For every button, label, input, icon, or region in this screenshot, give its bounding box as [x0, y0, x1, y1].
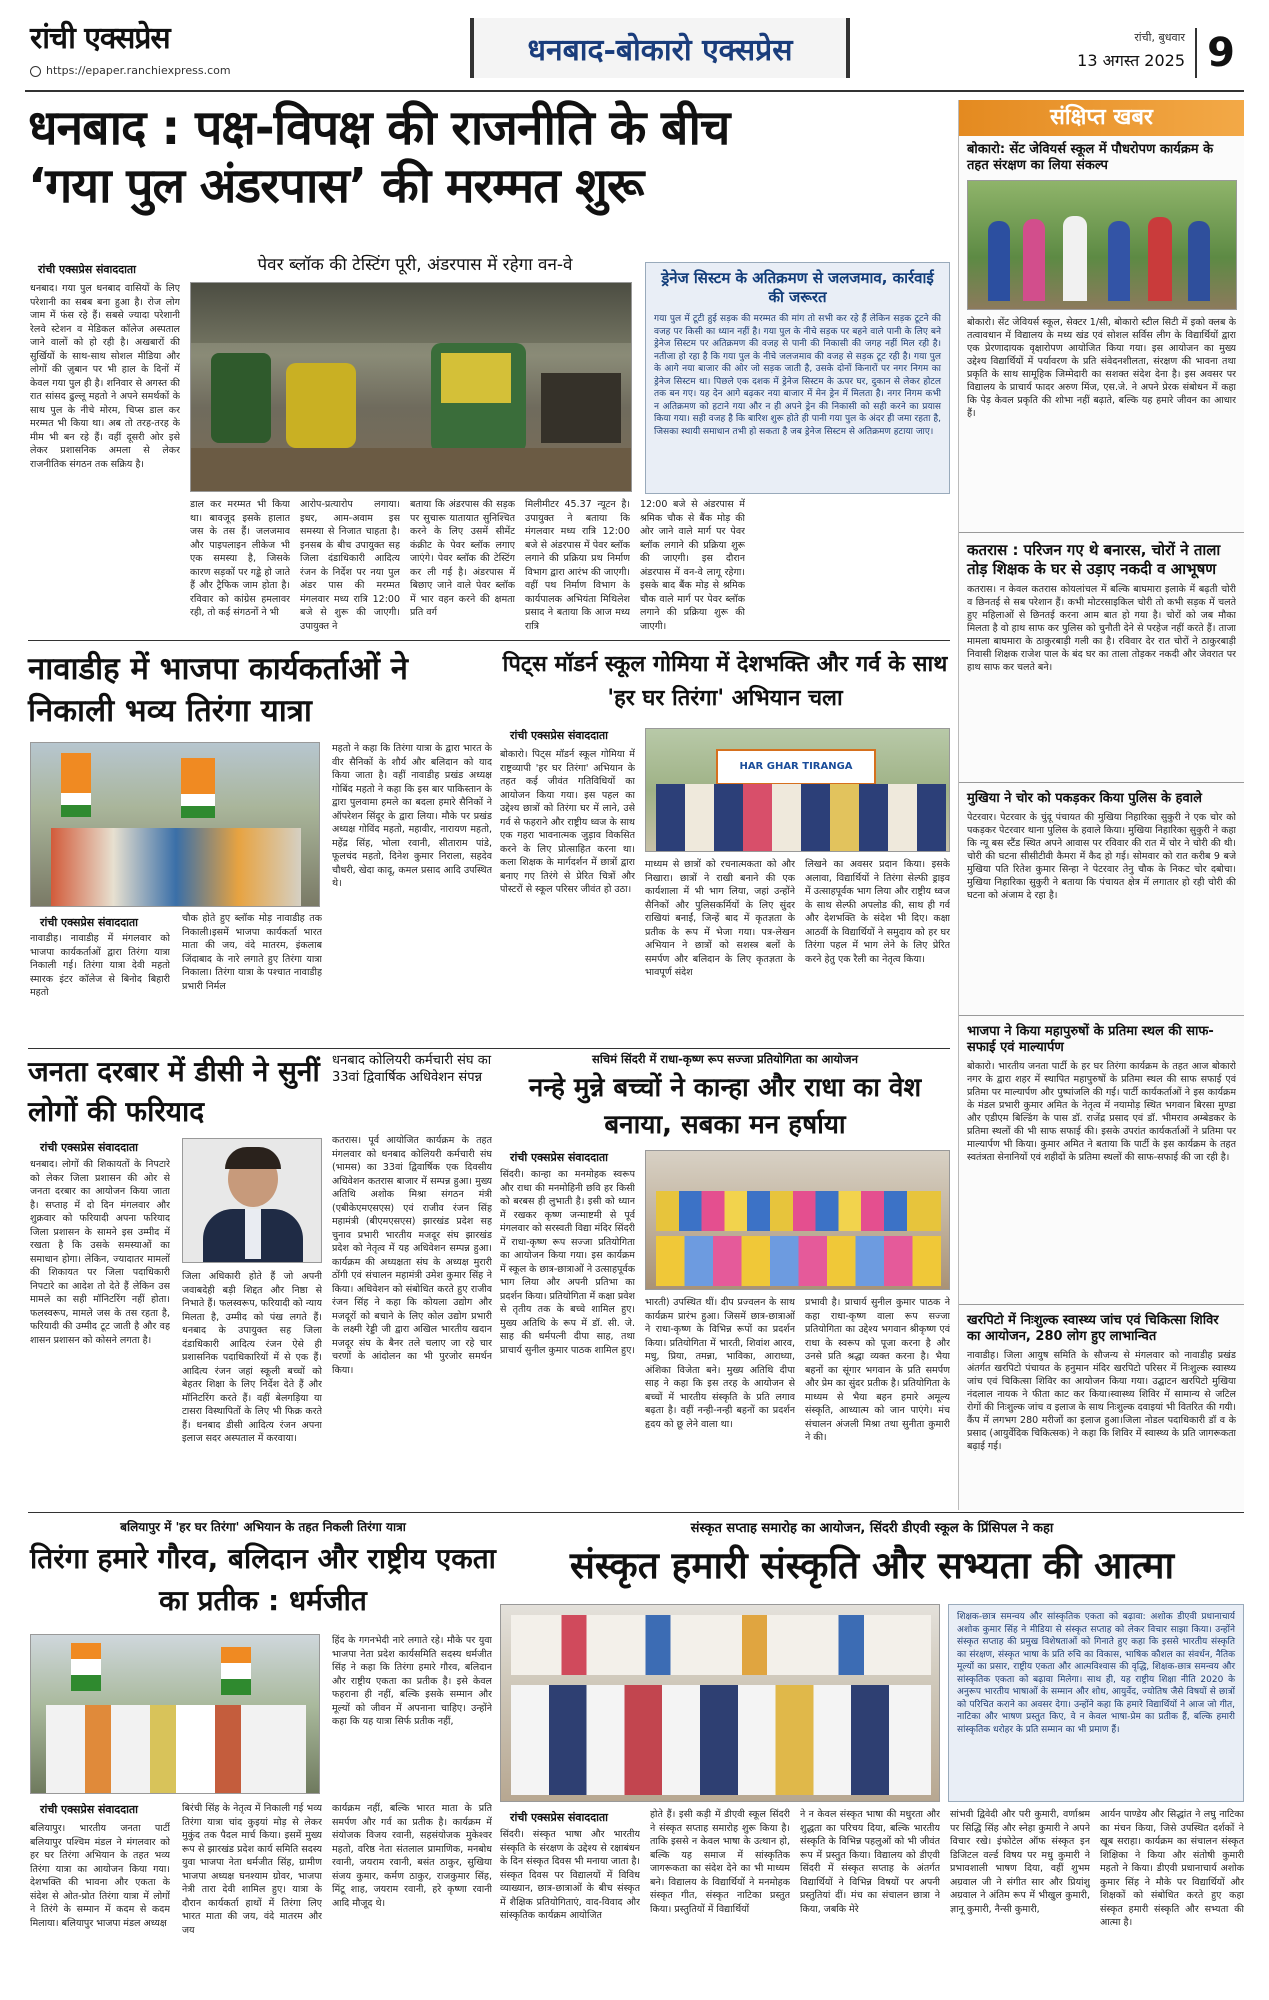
pitts-byline: रांची एक्सप्रेस संवाददाता	[510, 729, 609, 742]
lead-byline: रांची एक्सप्रेस संवाददाता	[38, 263, 137, 276]
sindri-kicker: सचिमं सिंदरी में राधा-कृष्ण रूप सज्जा प्रतियोगिता का आयोजन	[592, 1052, 858, 1066]
drainage-box-title: ड्रेनेज सिस्टम के अतिक्रमण से जलजमाव, कार्रवाई की जरूरत	[661, 269, 934, 306]
brief-item-1	[959, 136, 1244, 526]
sindri-byline: रांची एक्सप्रेस संवाददाता	[510, 1151, 609, 1164]
lead-column-1: धनबाद। गया पुल धनबाद वासियों के लिए परेशानी का सबब बना हुआ है। रोज लोग जाम में फंस रहे हैं। सबसे ज्यादा परेशानी रेलवे स्टेशन व मेडिकल कॉलेज अस्पताल जाने वालों को हो रही है। अखबारों की सुर्खियों के साथ-साथ सोशल मीडिया और लोगों की ज़ुबान पर भी हाल के दिनों में केवल गया पुल ही है। शनिवार से अगस्त की रात सांसद ढुल्लू महतो ने अपने समर्थकों के साथ पुल के नीचे मोरम, चिप्स डाल कर मरम्मत भी किया था। अब तो तरह-तरह के मीम भी बन रहे हैं। वहीं दूसरी ओर इसे लेकर प्रशासनिक अमला से लेकर राजनीतिक संगठन तक सक्रिय है।	[30, 283, 180, 470]
lead-subhead: पेवर ब्लॉक की टेस्टिंग पूरी, अंडरपास में रहेगा वन-वे	[257, 255, 573, 275]
drainage-box	[645, 262, 950, 494]
sanskrit-column-5: आर्यन पाण्डेय और सिद्धांत ने लघु नाटिका का मंचन किया, जिसे उपस्थित दर्शकों ने खूब सराहा। कार्यक्रम का संचालन संस्कृत शिक्षिका ने किया और संतोषी कुमारी महतो ने किया। डीएवी प्रधानाचार्य अशोक कुमार सिंह ने मौके पर विद्यार्थियों और शिक्षकों को संबोधित करते हुए कहा संस्कृत हमारी संस्कृति और सभ्यता की आत्मा है।	[1100, 1809, 1244, 1928]
janta-text-b: जिला अधिकारी होते हैं जो अपनी जवाबदेही बड़ी शिद्दत और निष्ठा से निभाते हैं। फलस्वरूप, फरियादी को न्याय मिलता है, उम्मीद को पंख लगते हैं। धनबाद के उपायुक्त सह जिला दंडाधिकारी आदित्य रंजन ऐसे ही प्रशासनिक पदाधिकारियों में से एक हैं। आदित्य रंजन जहां स्कूली बच्चों को बेहतर शिक्षा के लिए निर्देश देते हैं और मॉनिटरिंग करते हैं। वहीं बेलगड़िया या टासरा विस्थापितों के लिए भी फिक्र करते हैं। धनबाद डीसी आदित्य रंजन अपना इलाज सदर अस्पताल में करवाया।	[182, 1271, 322, 1444]
city-day: रांची, बुधवार	[1134, 31, 1185, 44]
sindri-column-2: भारती) उपस्थित थीं। दीप प्रज्वलन के साथ कार्यक्रम प्रारंभ हुआ। जिसमें छात्र-छात्राओं ने राधा-कृष्ण के विभिन्न रूपों का प्रदर्शन किया। प्रतियोगिता में भारती, शिवांश आरव, मधु, प्रिया, तमन्ना, भाविका, आराध्या, अंशिका विजेता बने। मुख्य अतिथि दीपा साह ने कहा कि इस तरह के आयोजन से बच्चों में भारतीय संस्कृति के प्रति लगाव बढ़ता है। वहीं नन्ही-नन्ही बहनों का प्रदर्शन हृदय को छू लेने वाला था।	[645, 1297, 795, 1430]
brief-5-headline: खरपिटो में निःशुल्क स्वास्थ्य जांच एवं चिकित्सा शिविर का आयोजन, 280 लोग हुए लाभान्वित	[967, 1313, 1219, 1344]
nawadih-byline: रांची एक्सप्रेस संवाददाता	[40, 916, 139, 929]
janta-text-a: धनबाद। लोगों की शिकायतों के निपटारे को लेकर जिला प्रशासन की ओर से जनता दरबार का आयोजन किया जाता है। सप्ताह में दो दिन मंगलवार और शुक्रवार को फरियादी अपना फरियाद जिला प्रशासन के सामने इस उम्मीद में रखता है कि उसके समस्याओं का समाधान होगा। लेकिन, ज्यादातर मामलों की शिकायत पर जिला पदाधिकारी निपटारे का आदेश तो देते हैं लेकिन उस मामले का सही मॉनिटरिंग नहीं होता। फलस्वरूप, मामले जस के तस रहता है, फरियादी की उम्मीद टूट जाती है और वह शासन प्रशासन को कोसने लगता है।	[30, 1159, 170, 1346]
page-number: 9	[1195, 28, 1245, 78]
divider-bottom	[28, 1512, 1244, 1513]
lead-column-6: 12:00 बजे से अंडरपास में श्रमिक चौक से बैंक मोड़ की ओर जाने वाले मार्ग पर पेवर ब्लॉक लगाने की प्रक्रिया शुरू की जाएगी। इस दौरान अंडरपास में वन-वे लागू रहेगा। इसके बाद बैंक मोड़ से श्रमिक चौक वाले मार्ग पर पेवर ब्लॉक लगाने की प्रक्रिया शुरू की जाएगी।	[640, 499, 745, 632]
lead-column-5: मिलीमीटर 45.37 न्यूटन है। उपायुक्त ने बताया कि मंगलवार मध्य रात्रि 12:00 बजे से अंडरपास में पेवर ब्लॉक लगाने की प्रक्रिया प्रथ निर्माण विभाग द्वारा आरंभ की जाएगी। वहीं पथ निर्माण विभाग के कार्यपालक अभियंता मिथिलेश प्रसाद ने बताया कि आज मध्य रात्रि	[525, 499, 630, 632]
brief-2-text: कतरास। न केवल कतरास कोयलांचल में बल्कि बाघमारा इलाके में बढ़ती चोरी व छिनतई से सब परेशान हैं। कभी मोटरसाइकिल चोरी तो कभी सड़क में चलते हुए महिलाओं से छिनतई करना आम बात हो गया है। चोरों को जब मौका मिलता है वो हाथ साफ कर पुलिस को चुनौती देने से परहेज नहीं करते हैं। ताजा मामला बाघमारा के ठाकुरबाड़ी गली का है। रविवार देर रात चोरों ने ठाकुरबाड़ी निवासी शिक्षक राजेश पाल के बंद घर का ताला तोड़कर नकदी और जेवरात पर हाथ साफ कर चलते बने।	[967, 584, 1236, 673]
pitts-banner-text: HAR GHAR TIRANGA	[739, 761, 853, 772]
brief-1-photo-plantation	[967, 180, 1237, 310]
globe-icon	[30, 66, 41, 77]
baliapur-column-4: कार्यक्रम नहीं, बल्कि भारत माता के प्रति समर्पण और गर्व का प्रतीक है। कार्यक्रम में संयोजक विजय रवानी, सहसंयोजक मुकेश्वर महतो, वरिष्ठ नेता संतलाल प्रामाणिक, मनबोध रवानी, जयराम रवानी, बसंत ठाकुर, सुखिया संजय कुमार, कर्मण ठाकुर, राजकुमार सिंह, मिंटू शाह, जयराम रवानी, हरे कृष्णा रवानी आदि मौजूद थे।	[332, 1803, 492, 1909]
lead-column-3: आरोप-प्रत्यारोप लगाया। इधर, आम-अवाम इस समस्या से निजात चाहता है। इनसब के बीच उपायुक्त सह जिला दंडाधिकारी आदित्य रंजन के निर्देश पर नया पुल अंडर पास की मरम्मत मंगलवार मध्य रात्रि 12:00 बजे से शुरू की जाएगी। उपायुक्त ने	[300, 499, 400, 632]
sanskrit-kicker: संस्कृत सप्ताह समारोह का आयोजन, सिंदरी डीएवी स्कूल के प्रिंसिपल ने कहा	[690, 1521, 1054, 1536]
nawadih-text-a: नावाडीह। नावाडीह में मंगलवार को भाजपा कार्यकर्ताओं द्वारा तिरंगा यात्रा निकाली गई। तिरंगा यात्रा देवी महतो स्मारक इंटर कॉलेज से बिनोद बिहारी महतो	[30, 933, 170, 998]
baliapur-byline: रांची एक्सप्रेस संवाददाता	[40, 1803, 139, 1816]
epaper-url[interactable]	[30, 64, 330, 80]
brief-5-text: नावाडीह। जिला आयुष समिति के सौजन्य से मंगलवार को नावाडीह प्रखंड अंतर्गत खरपिटो पंचायत के हनुमान मंदिर खरपिटो परिसर में निःशुल्क स्वास्थ्य जांच एवं चिकित्सा शिविर का आयोजन किया गया। उद्घाटन खरपिटो मुखिया नंदलाल नायक ने फीता काट कर किया।स्वास्थ्य शिविर में सामान्य से जटिल रोगों की निःशुल्क जांच व इलाज के साथ निःशुल्क दवाइयां भी वितरित की गयी। कैंप में लगभग 280 मरीजों का इलाज हुआ।जिला नोडल पदाधिकारी डॉ व के प्रसाद (आयुर्वेदिक चिकित्सक) ने कहा कि शिविर में स्वास्थ्य के प्रति जागरूकता बढ़ाई गई।	[967, 1350, 1236, 1452]
baliapur-headline: तिरंगा हमारे गौरव, बलिदान और राष्ट्रीय एकता का प्रतीक : धर्मजीत	[30, 1542, 496, 1617]
colliery-text: कतरास। पूर्व आयोजित कार्यक्रम के तहत मंगलवार को धनबाद कोलियरी कर्मचारी संघ (भामस) का 33वां द्विवार्षिक एक दिवसीय अधिवेशन कतरास बाजार में सम्पन्न हुआ। मुख्य अतिथि अशोक मिश्रा संगठन मंत्री (एबीकेएमएसएस) एवं राजीव रंजन सिंह महामंत्री (बीएमएसएस) झारखंड प्रदेश सह चुनाव प्रभारी भारतीय मजदूर संघ झारखंड प्रदेश को नेतृत्व में यह अधिवेशन सम्पन्न हुआ। कार्यक्रम की अध्यक्षता संघ के अध्यक्ष मुरारी ठोंगी एवं संचालन महामंत्री उमेश कुमार सिंह ने किया। अधिवेशन को संबोधित करते हुए राजीव रंजन सिंह ने कहा कि कोयला उद्योग और मजदूरों को बचाने के लिए कोल उद्योग प्रभारी के लक्ष्मी रेड्डी जी द्वारा अखिल भारतीय खदान मजदूर संघ के बैनर तले चलाए जा रहे चार चरणों के आंदोलन का भी पुरजोर समर्थन किया।	[332, 1135, 492, 1376]
sanskrit-column-2: होते हैं। इसी कड़ी में डीएवी स्कूल सिंदरी ने संस्कृत सप्ताह समारोह शुरू किया है। ताकि इससे न केवल भाषा के उत्थान हो, बल्कि यह समाज में सांस्कृतिक जागरूकता का संदेश देने का भी माध्यम बने। विद्यालय के विद्यार्थियों ने मनमोहक संस्कृत गीत, संस्कृत नाटिका प्रस्तुत किया। प्रस्तुतियों में विद्यार्थियों	[650, 1809, 790, 1915]
pitts-headline: पिट्स मॉडर्न स्कूल गोमिया में देशभक्ति और गर्व के साथ 'हर घर तिरंगा' अभियान चला	[502, 652, 948, 711]
brief-item-3	[959, 782, 1244, 1011]
sanskrit-column-1: सिंदरी। संस्कृत भाषा और भारतीय संस्कृति के संरक्षण के उद्देश्य से रक्षाबंधन के दिन संस्कृत दिवस भी मनाया जाता है। संस्कृत दिवस पर विद्यालयों में विविध व्याख्यान, छात्र-छात्राओं के बीच संस्कृत में शैक्षिक प्रतियोगिताएं, वाद-विवाद और सांस्कृतिक कार्यक्रम आयोजित	[500, 1829, 640, 1921]
janta-photo-dc	[182, 1138, 322, 1263]
pitts-photo-students	[645, 728, 950, 852]
sanskrit-photo-students	[500, 1604, 940, 1802]
brief-2-headline: कतरास : परिजन गए थे बनारस, चोरों ने ताला तोड़ शिक्षक के घर से उड़ाए नकदी व आभूषण	[967, 541, 1221, 578]
divider-lead	[28, 640, 950, 641]
sindri-photo-radha-krishna	[645, 1150, 950, 1290]
pitts-column-2: माध्यम से छात्रों को रचनात्मकता को और निखारा। छात्रों ने राखी बनाने की एक कार्यशाला में भी भाग लिया, जहां उन्होंने सैनिकों और पुलिसकर्मियों के लिए सुंदर राखियां बनाईं, जिन्हें बाद में कृतज्ञता के प्रतीक के रूप में भेजा गया। पत्र-लेखन अभियान ने छात्रों को सशस्त्र बलों के समर्पण और बलिदान के लिए कृतज्ञता के भावपूर्ण संदेश	[645, 859, 795, 978]
masthead-rule	[25, 90, 1244, 92]
baliapur-kicker: बलियापुर में 'हर घर तिरंगा' अभियान के तहत निकली तिरंगा यात्रा	[120, 1520, 406, 1534]
brief-1-headline: बोकारो: सेंट जेवियर्स स्कूल में पौधरोपण कार्यक्रम के तहत संरक्षण का लिया संकल्प	[967, 142, 1214, 173]
sidebar-news-brief	[958, 100, 1244, 1510]
baliapur-photo-rally	[30, 1634, 320, 1794]
pitts-column-3: लिखने का अवसर प्रदान किया। इसके अलावा, विद्यार्थियों ने तिरंगा सेल्फी ड्राइव में उत्साहपूर्वक भाग लिया और राष्ट्रीय ध्वज के साथ सेल्फी अपलोड की, साथ ही गर्व और देशभक्ति के संदेश भी दिए। कक्षा आठवीं के विद्यार्थियों ने समुदाय को हर घर तिरंगा पहल में भाग लेने के लिए प्रेरित करने हेतु एक रैली का नेतृत्व किया।	[805, 859, 950, 965]
baliapur-column-2: बिरंची सिंह के नेतृत्व में निकाली गई भव्य तिरंगा यात्रा चांद कुइयां मोड़ से लेकर मुकुंद तक पैदल मार्च किया। इसमें मुख्य रूप से झारखंड प्रदेश कार्य समिति सदस्य युवा भाजपा नेता धर्मजीत सिंह, ग्रामीण भाजपा अध्यक्ष घनश्याम ग्रोवर, भाजपा नेत्री तारा देवी शामिल हुए। यात्रा के दौरान कार्यकर्ता हाथों में तिरंगा लिए भारत माता की जय, वंदे मातरम और जय	[182, 1803, 322, 1936]
lead-column-7	[755, 498, 950, 633]
sidebar-title: संक्षिप्त खबर	[959, 100, 1244, 136]
nawadih-text-c: महतो ने कहा कि तिरंगा यात्रा के द्वारा भारत के वीर सैनिकों के शौर्य और बलिदान को याद किया जाता है। वहीं नावाडीह प्रखंड अध्यक्ष गोबिंद महतो ने कहा कि इस बार पाकिस्तान के द्वारा पुलवामा हमले का बदला हमारे सैनिकों ने ऑपरेशन सिंदूर के द्वारा लिया। मौके पर प्रखंड अध्यक्ष गोविंद महतो, महावीर, नारायण महतो, महेंद्र सिंह, भोला रवानी, सीताराम पांडे, फूलचंद महतो, दिनेश कुमार निराला, सहदेव चौधरी, खेदा कादू, कमल प्रसाद आदि उपस्थित थे।	[332, 743, 492, 889]
baliapur-column-1: बलियापुर। भारतीय जनता पार्टी बलियापुर पश्चिम मंडल ने मंगलवार को हर घर तिरंगा अभियान के तहत भव्य तिरंगा यात्रा का आयोजन किया गया। देशभक्ति की भावना और एकता के संदेश से ओत-प्रोत तिरंगा यात्रा में लोगों ने तिरंगे के सम्मान में कदम से कदम मिलाया। बलियापुर भाजपा मंडल अध्यक्ष	[30, 1823, 170, 1929]
brief-item-5	[959, 1304, 1244, 1544]
brief-4-text: बोकारो। भारतीय जनता पार्टी के हर घर तिरंगा कार्यक्रम के तहत आज बोकारो नगर के द्वारा शहर में स्थापित महापुरुषों के प्रतिमा स्थल की साफ सफाई एवं प्रतिमा पर माल्यार्पण और पुष्पांजलि की गई। पार्टी कार्यकर्ताओं ने इस कार्यक्रम के मंडल प्रभारी कुमार अमित के नेतृत्व में नयामोड़ स्थित भगवान बिरसा मुण्डा और एडीएम बिल्डिंग के पास डॉ. राजेंद्र प्रसाद एवं डॉ. भीमराव अम्बेडकर के प्रतिमा स्थलों की भी साफ सफाई की। इसके उपरांत कार्यकर्ताओं ने प्रतिमा पर माल्यार्पण भी किया। कुमार अमित ने बताया कि पार्टी के इस कार्यक्रम के तहत स्वतंत्रता सेनानियों एवं शहीदों के प्रतिमा स्थलों की साफ-सफाई की जा रही है।	[967, 1061, 1236, 1163]
sindri-column-1: सिंदरी। कान्हा का मनमोहक स्वरूप और राधा की मनमोहिनी छवि हर किसी को बरबस ही लुभाती है। इसी को ध्यान में रखकर कृष्ण जन्माष्टमी से पूर्व मंगलवार को सरस्वती विद्या मंदिर सिंदरी में राधा-कृष्ण रूप सज्जा प्रतियोगिता का आयोजन किया गया। इस कार्यक्रम में स्कूल के छात्र-छात्राओं ने उत्साहपूर्वक भाग लिया और अपनी प्रतिभा का प्रदर्शन किया। प्रतियोगिता में कक्षा प्रवेश से तृतीय तक के बच्चे शामिल हुए। मुख्य अतिथि के रूप में डॉ. सी. जे. साह की धर्मपत्नी दीपा साह, तथा प्राचार्य सुनील कुमार पाठक शामिल हुए।	[500, 1169, 635, 1356]
lead-column-4: बताया कि अंडरपास की सड़क पर सुचारू यातायात सुनिश्चित करने के लिए उसमें सीमेंट कंक्रीट के पेवर ब्लॉक लगाए जाएंगे। पेवर ब्लॉक की टेस्टिंग कर ली गई है। अंडरपास में बिछाए जाने वाले पेवर ब्लॉक में भार वहन करने की क्षमता प्रति वर्ग	[410, 499, 515, 618]
lead-headline-line1: धनबाद : पक्ष-विपक्ष की राजनीति के बीच	[28, 100, 730, 156]
brief-4-headline: भाजपा ने किया महापुरुषों के प्रतिमा स्थल की साफ-सफाई एवं माल्यार्पण	[967, 1024, 1214, 1055]
brief-item-4	[959, 1015, 1244, 1300]
edition-title: धनबाद-बोकारो एक्सप्रेस	[527, 32, 793, 68]
brief-1-text: बोकारो। सेंट जेवियर्स स्कूल, सेक्टर 1/सी, बोकारो स्टील सिटी में इको क्लब के तत्वावधान में विद्यालय के मध्य खंड एवं सोशल सर्विस लीग के विद्यार्थियों द्वारा एक प्रेरणादायक वृक्षारोपण आयोजित किया गया। इस आयोजन का मुख्य उद्देश्य विद्यार्थियों में पर्यावरण के प्रति संवेदनशीलता, संरक्षण की भावना तथा प्रकृति के साथ सामूहिक जिम्मेदारी का सशक्त संदेश देना है। इस अवसर पर विद्यालय के प्राचार्य फादर अरुण मिंज, एस.जे. ने अपने प्रेरक संबोधन में कहा कि पेड़ केवल प्रकृति की शोभा नहीं बढ़ाते, बल्कि यह हमारे जीवन का आधार हैं।	[967, 317, 1236, 419]
sanskrit-byline: रांची एक्सप्रेस संवाददाता	[510, 1811, 609, 1824]
url-text: https://epaper.ranchiexpress.com	[46, 64, 231, 77]
masthead	[0, 0, 1269, 86]
brief-3-text: पेटरवार। पेटरवार के चुंदू पंचायत की मुखिया निहारिका सुकुरी ने एक चोर को पकड़कर पेटरवार थाना पुलिस के हवाले किया। मुखिया निहारिका सुकुरी ने कहा कि न्यू बस स्टैंड स्थित अपने आवास पर रविवार की रात में चोर ने चोरी की थी। चोरी की घटना सीसीटीवी कैमरा में कैद हो गई। सोमवार को रात करीब 9 बजे मुखिया पति रितेश कुमार सिन्हा ने पेटरवार तेनु चौक के निकट चोर दबोचा। मुखिया निहारिका सुकुरी ने बताया कि पंचायत क्षेत्र में लगातार हो रही चोरी की घटना को अंजाम दे रहा है।	[967, 812, 1236, 901]
brief-3-headline: मुखिया ने चोर को पकड़कर किया पुलिस के हवाले	[967, 791, 1202, 806]
janta-byline: रांची एक्सप्रेस संवाददाता	[40, 1141, 139, 1154]
janta-headline: जनता दरबार में डीसी ने सुनीं लोगों की फरियाद	[28, 1055, 320, 1128]
lead-photo-underpass	[190, 282, 632, 492]
lead-headline	[28, 102, 958, 242]
nawadih-photo-rally	[30, 742, 320, 907]
issue-date: 13 अगस्त 2025	[1077, 51, 1185, 70]
lead-headline-line2: ‘गया पुल अंडरपास’ की मरम्मत शुरू	[28, 157, 644, 214]
sindri-headline: नन्हे मुन्ने बच्चों ने कान्हा और राधा का वेश बनाया, सबका मन हर्षाया	[528, 1073, 922, 1140]
pitts-banner	[716, 749, 876, 785]
colliery-headline: धनबाद कोलियरी कर्मचारी संघ का 33वां द्विवार्षिक अधिवेशन संपन्न	[332, 1053, 492, 1085]
edition-banner	[470, 18, 850, 78]
sanskrit-column-4: सांभवी द्विवेदी और परी कुमारी, वर्णाश्रम पर सिद्धि सिंह और स्नेहा कुमारी ने अपने विचार रखे। इंफोटेल ऑफ संस्कृत इन डिजिटल वर्ल्ड विषय पर मधु कुमारी ने प्रभावशाली भाषण दिया, वहीं शुभम अग्रवाल जी ने संगीत सार और प्रियांशु अग्रवाल ने अंतिम रूप में भीखुल कुमारी, ज्ञानू कुमारी, नैन्सी कुमारी,	[950, 1809, 1090, 1915]
nawadih-headline: नावाडीह में भाजपा कार्यकर्ताओं ने निकाली भव्य तिरंगा यात्रा	[28, 651, 408, 729]
sanskrit-side-box-text: शिक्षक-छात्र समन्वय और सांस्कृतिक एकता को बढ़ावा: अशोक डीएवी प्रधानाचार्य अशोक कुमार सिंह ने मीडिया से संस्कृत सप्ताह को लेकर विचार साझा किया। उन्होंने संस्कृत सप्ताह की प्रमुख विशेषताओं को गिनाते हुए कहा कि इससे भारतीय संस्कृति का संरक्षण, संस्कृत भाषा के प्रति रुचि का विकास, भाषिक कौशल का संवर्धन, नैतिक मूल्यों का प्रसार, राष्ट्रीय एकता और आत्मविश्वास की वृद्धि, शिक्षक-छात्र समन्वय और सांस्कृतिक एकता को बढ़ावा मिलेगा। साथ ही, यह राष्ट्रीय शिक्षा नीति 2020 के अनुरूप भारतीय भाषाओं के सम्मान और शोध, आयुर्वेद, ज्योतिष जैसे विषयों से छात्रों को परिचित कराने का अवसर देगा। उन्होंने कहा कि हमारे विद्यार्थियों ने आज जो गीत, नाटिका और भाषण प्रस्तुत किए, वे न केवल भाषा-प्रेम का प्रतीक हैं, बल्कि हमारी सांस्कृतिक धरोहर के प्रति सम्मान का भी प्रमाण हैं।	[957, 1612, 1235, 1735]
divider-mid	[28, 1048, 950, 1049]
sanskrit-side-box	[948, 1604, 1244, 1802]
brief-item-2	[959, 532, 1244, 778]
sindri-column-3: प्रभावी है। प्राचार्य सुनील कुमार पाठक ने कहा राधा-कृष्ण वाला रूप सज्जा प्रतियोगिता का उद्देश्य भगवान श्रीकृष्ण एवं राधा के स्वरूप को पूजा करना है और उनसे प्रति श्रद्धा व्यक्त करना है। भैया बहनों का सूंगार भगवान के प्रति समर्पण और प्रेम का सुंदर प्रतीक है। प्रतियोगिता के माध्यम से भैया बहन हमारे अमूल्य संस्कृति, आध्यात्म को जान पाएंगे। मंच संचालन अंजली मिश्रा तथा सुनीता कुमारी ने की।	[805, 1297, 950, 1443]
sanskrit-column-3: ने न केवल संस्कृत भाषा की मधुरता और शुद्धता का परिचय दिया, बल्कि भारतीय संस्कृति के विभिन्न पहलुओं को भी जीवंत रूप में प्रस्तुत किया। विद्यालय को डीएवी सिंदरी में संस्कृत सप्ताह के अंतर्गत विद्यार्थियों ने विभिन्न विषयों पर अपनी प्रस्तुतियां दीं। मंच का संचालन छात्रा ने किया, जबकि मेरे	[800, 1809, 940, 1915]
baliapur-column-3: हिंद के गगनभेदी नारे लगाते रहे। मौके पर युवा भाजपा नेता प्रदेश कार्यसमिति सदस्य धर्मजीत सिंह ने कहा कि तिरंगा हमारे गौरव, बलिदान और राष्ट्रीय एकता का प्रतीक है। इसे केवल फहराना ही नहीं, बल्कि इसके सम्मान और मूल्यों को जीवन में अपनाना चाहिए। उन्होंने कहा कि यह यात्रा सिर्फ प्रतीक नहीं,	[332, 1635, 492, 1727]
drainage-box-text: गया पुल में टूटी हुई सड़क की मरम्मत की मांग तो सभी कर रहे हैं लेकिन सड़क टूटने की वजह पर किसी का ध्यान नहीं है। गया पुल के नीचे सड़क पर बहने वाले पानी के लिए बने ड्रेनेज सिस्टम पर अतिक्रमण की वजह से पानी की निकासी की जगह नहीं मिल रही है। नतीजा हो रहा है कि गया पुल के नीचे जलजमाव की वजह से सड़क टूट रही है। गया पुल के आगे नया बाजार की ओर जो सड़क जाती है, उसके दोनों किनारों पर नगर निगम का ड्रेनेज सिस्टम था। पिछले एक दशक में ड्रेनेज सिस्टम के ऊपर घर, दुकान से लेकर होटल तक बन गए। यह देन आगे बढ़कर नया बाजार में मेन ड्रेन में मिलता है। नगर निगम कभी न अतिक्रमण को हटाने गया और न ही अपने ड्रेन की निकासी को सही करने का प्रयास किया गया। सही वजह है कि बारिश शुरू होते ही पानी गया पुल के अंदर ही जमा रहता है, जिसका स्थायी समाधान तभी हो सकता है जब ड्रेनेज सिस्टम से अतिक्रमण हटाया जाए।	[654, 314, 941, 437]
nawadih-text-b: चौक होते हुए ब्लॉक मोड़ नावाडीह तक निकाली।इसमें भाजपा कार्यकर्ता भारत माता की जय, वंदे मातरम, इंकलाब जिंदाबाद के नारे लगाते हुए तिरंगा यात्रा निकाला। तिरंगा यात्रा के पश्चात नावाडीह प्रभारी निर्मल	[182, 913, 322, 992]
logo	[30, 16, 260, 56]
logo-text: रांची एक्सप्रेस	[30, 21, 170, 56]
dateline	[1035, 30, 1185, 80]
lead-column-2: डाल कर मरम्मत भी किया था। बावजूद इसके हालात जस के तस हैं। जलजमाव और पाइपलाइन लीकेज भी एक समस्या है, जिसके कारण सड़कों पर गड्ढे हो जाते हैं और ट्रैफिक जाम होता है। रविवार को कांग्रेस हमलावर रही, तो कई संगठनों ने भी	[190, 499, 290, 618]
pitts-column-1: बोकारो। पिट्स मॉडर्न स्कूल गोमिया में राष्ट्रव्यापी 'हर घर तिरंगा' अभियान के तहत कई जीवंत गतिविधियों का आयोजन किया गया। इस पहल का उद्देश्य छात्रों को तिरंगा घर में लाने, उसे गर्व से फहराने और राष्ट्रीय ध्वज के साथ एक गहरा भावनात्मक जुड़ाव विकसित करने के लिए प्रोत्साहित करना था। कला शिक्षक के मार्गदर्शन में छात्रों द्वारा बनाए गए तिरंगे से प्रेरित चित्रों और पोस्टरों से स्कूल परिसर जीवंत हो उठा।	[500, 749, 635, 895]
sanskrit-headline: संस्कृत हमारी संस्कृति और सभ्यता की आत्मा	[569, 1544, 1175, 1587]
